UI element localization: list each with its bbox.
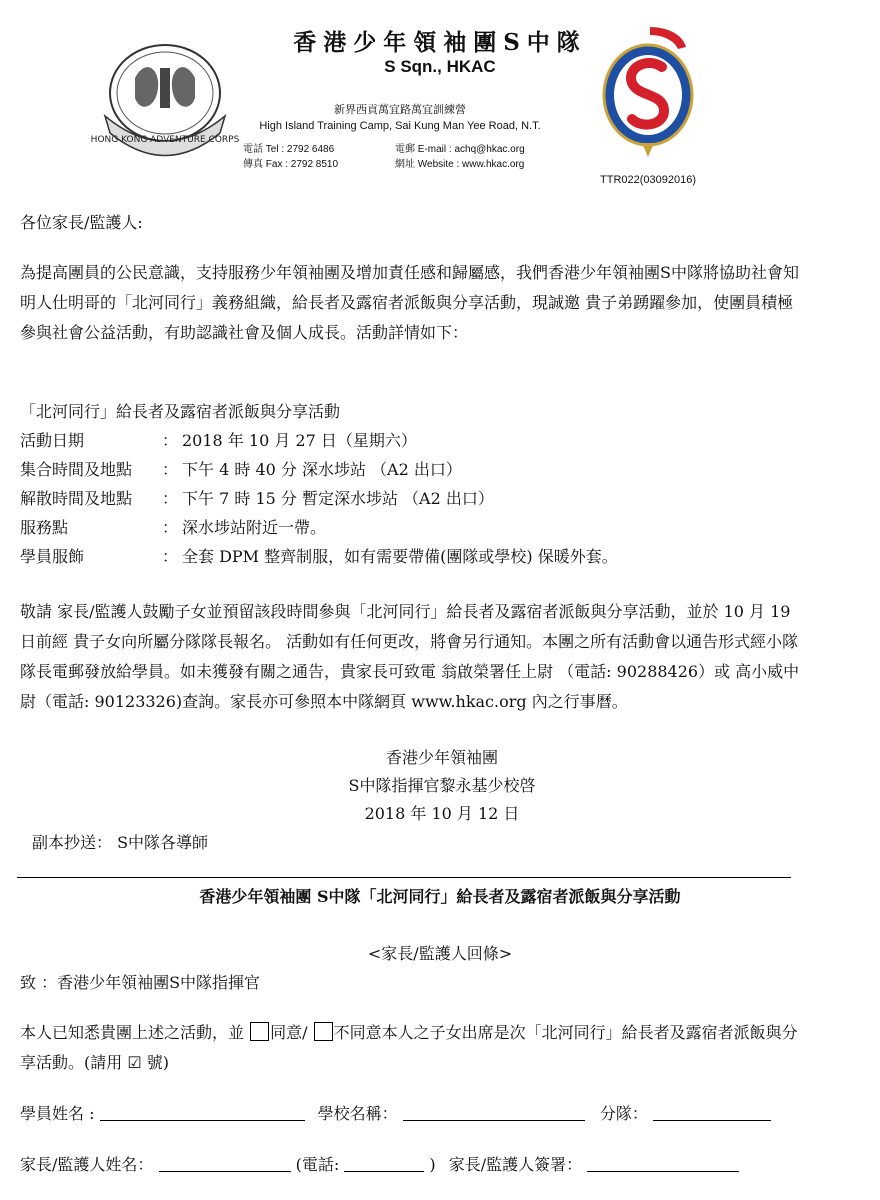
parent-signature-label: 家長/監護人簽署： [448,1155,583,1174]
notice-paragraph: 敬請 家長/監護人鼓勵子女並預留該段時間參與「北河同行」給長者及露宿者派飯與分享活動，並於 10 月 19 日前經 貴子女向所屬分隊隊長報名。 活動如有任何更改，將會另行通知。本團之所有活動會以通告形式經小隊隊長電郵發放給學員。如未獲發有關之通告，貴家長可致電 翁啟榮署任上尉 （電話: 90288426）或 高小威中尉（電話: 90123326)查詢。家長亦可參照本中隊網頁 www.hkac.org 內之行事曆。 [20,602,800,711]
school-field[interactable] [403,1104,585,1121]
address-chinese: 新界西貢萬宜路萬宜訓練營 [334,104,466,116]
reply-slip-title: 香港少年領袖團 S中隊「北河同行」給長者及露宿者派飯與分享活動 [199,887,681,906]
intro-paragraph: 為提高團員的公民意識，支持服務少年領袖團及增加責任感和歸屬感，我們香港少年領袖團S中隊將協助社會知明人仕明哥的「北河同行」義務組織，給長者及露宿者派飯與分享活動，現誠邀 貴子弟踴躍參加，使團員積極參與社會公益活動，有助認識社會及個人成長。活動詳情如下： [20,263,799,342]
logo-banner-text: HONG KONG ADVENTURE CORPS [90,135,240,145]
check-mark-icon: ☑ [127,1053,142,1072]
detail-value: 2018 年 10 月 27 日（星期六） [182,431,417,450]
detail-value: 深水埗站附近一帶。 [182,518,327,537]
org-name-chinese: 香港少年領袖團S中隊 [293,29,587,56]
event-title: 「北河同行」給長者及露宿者派飯與分享活動 [20,402,341,421]
signoff-name: S中隊指揮官黎永基少校啓 [348,776,536,795]
consent-statement: 本人已知悉貴團上述之活動，並 同意/ 不同意本人之子女出席是次「北河同行」給長者及露宿者派飯與分享活動。(請用 ☑ 號) [20,1023,798,1072]
student-info-row [20,1101,771,1124]
detail-label: 學員服飾 [20,547,85,566]
signoff-organization: 香港少年領袖團 [385,748,498,767]
parent-signature-field[interactable] [587,1155,739,1172]
phone-field[interactable] [344,1155,424,1172]
website: 網址 Website : www.hkac.org [395,159,525,170]
org-name-english: S Sqn., HKAC [384,57,496,76]
school-label: 學校名稱： [317,1104,398,1123]
student-name-label: 學員姓名 : [20,1104,95,1123]
telephone: 電話 Tel : 2792 6486 [243,144,335,155]
parent-name-field[interactable] [159,1155,291,1172]
agree-checkbox[interactable] [250,1022,269,1041]
agree-label: 同意/ [270,1023,308,1042]
unit-label: 分隊： [599,1104,648,1123]
document-reference: TTR022(03092016) [600,174,697,186]
detail-value: 全套 DPM 整齊制服，如有需要帶備(團隊或學校) 保暖外套。 [182,547,618,566]
detail-label: 解散時間及地點 [20,489,133,508]
detail-label: 活動日期 [20,431,85,450]
email: 電郵 E-mail : achq@hkac.org [395,144,525,155]
signoff-date: 2018 年 10 月 12 日 [364,804,520,823]
detail-value: 下午 4 時 40 分 深水埗站 （A2 出口） [182,460,462,479]
parent-info-row: 家長/監護人姓名： (電話: ) 家長/監護人簽署： [20,1152,739,1175]
detail-value: 下午 7 時 15 分 暫定深水埗站 （A2 出口） [182,489,494,508]
disagree-checkbox[interactable] [314,1022,333,1041]
student-name-field[interactable] [100,1104,305,1121]
fax: 傳真 Fax : 2792 8510 [243,159,339,170]
reply-slip-subtitle: <家長/監護人回條> [367,944,513,963]
disagree-label: 不同意本人之子女出席是次「北河同行」給長者及露宿者派飯與分享活動。(請用 [20,1023,798,1072]
divider [17,877,791,878]
phone-label: (電話: [295,1155,340,1174]
parent-name-label: 家長/監護人姓名： [20,1155,154,1174]
detail-label: 集合時間及地點 [20,460,133,479]
salutation: 各位家長/監護人: [20,213,143,232]
unit-field[interactable] [653,1104,771,1121]
address-english: High Island Training Camp, Sai Kung Man Yee Road, N.T. [259,120,541,132]
carbon-copy: 副本抄送： S中隊各導師 [32,833,209,852]
detail-label: 服務點 [20,518,69,537]
reply-slip-recipient: 致 ：香港少年領袖團S中隊指揮官 [20,973,261,992]
